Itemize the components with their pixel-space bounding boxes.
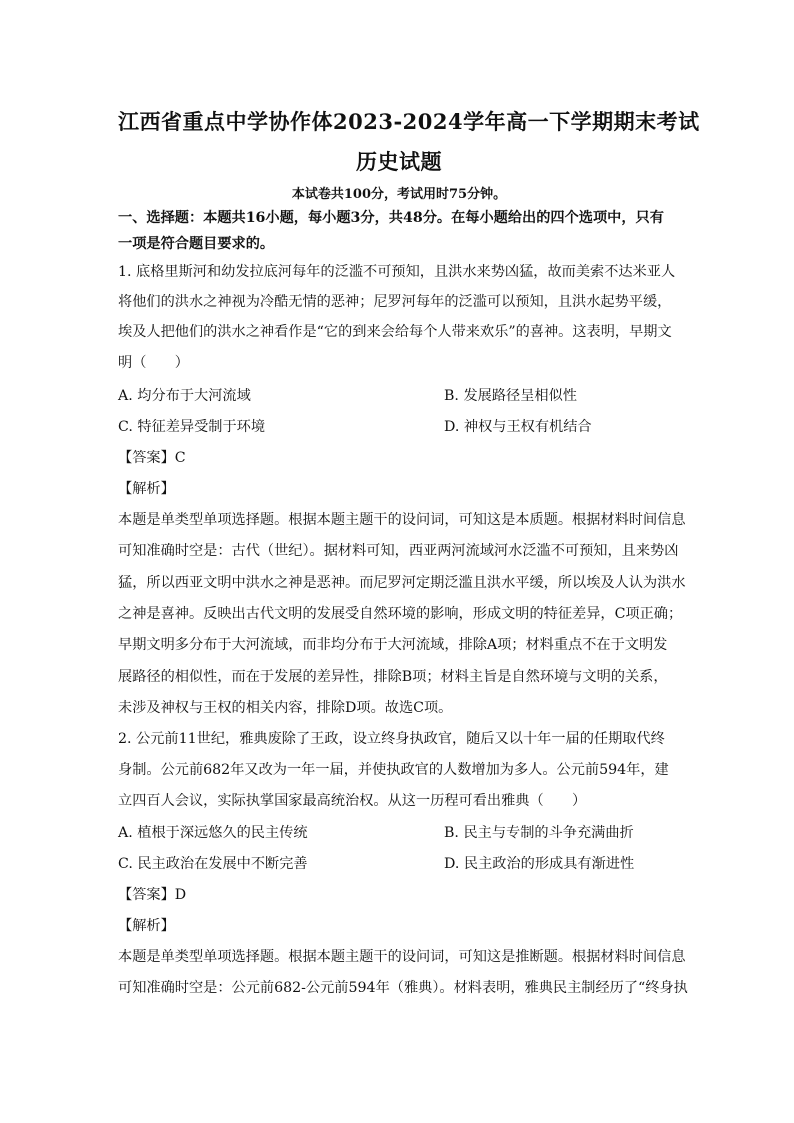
q1-stem-line: 埃及人把他们的洪水之神看作是“它的到来会给每个人带来欢乐”的喜神。这表明，早期文 [118,324,672,340]
exam-title: 江西省重点中学协作体2023-2024学年高一下学期期末考试 [118,109,700,134]
q2-option-a: A. 植根于深远悠久的民主传统 [118,825,308,841]
section-instruction-line-2: 一项是符合题目要求的。 [118,236,275,252]
q2-analysis-line: 可知准确时空是：公元前682-公元前594年（雅典）。材料表明，雅典民主制经历了“终身执 [118,980,688,996]
q2-option-c: C. 民主政治在发展中不断完善 [118,856,308,872]
q2-stem-line: 2. 公元前11世纪，雅典废除了王政，设立终身执政官，随后又以十年一届的任期取代终 [118,731,665,747]
q1-analysis-label: 【解析】 [118,481,175,497]
section-instruction-line-1: 一、选择题：本题共16小题，每小题3分，共48分。在每小题给出的四个选项中，只有 [118,210,664,226]
q1-option-b: B. 发展路径呈相似性 [444,388,577,404]
q1-analysis-line: 本题是单类型单项选择题。根据本题主题干的设问词，可知这是本质题。根据材料时间信息 [118,512,686,528]
q1-option-c: C. 特征差异受制于环境 [118,419,266,435]
q1-analysis-line: 早期文明多分布于大河流域，而非均分布于大河流域，排除A项；材料重点不在于文明发 [118,637,668,653]
q2-analysis-label: 【解析】 [118,918,175,934]
q2-answer: 【答案】D [118,887,187,903]
q2-analysis-line: 本题是单类型单项选择题。根据本题主题干的设问词，可知这是推断题。根据材料时间信息 [118,949,686,965]
q2-option-b: B. 民主与专制的斗争充满曲折 [444,825,634,841]
q1-stem-line: 1. 底格里斯河和幼发拉底河每年的泛滥不可预知，且洪水来势凶猛，故而美索不达米亚人 [118,264,676,280]
q1-option-a: A. 均分布于大河流域 [118,388,251,404]
q1-analysis-line: 猛，所以西亚文明中洪水之神是恶神。而尼罗河定期泛滥且洪水平缓，所以埃及人认为洪水 [118,575,686,591]
q2-stem-line: 立四百人会议，实际执掌国家最高统治权。从这一历程可看出雅典（ ） [118,793,587,809]
q1-answer: 【答案】C [118,450,186,466]
q2-stem-line: 身制。公元前682年又改为一年一届，并使执政官的人数增加为多人。公元前594年，建 [118,762,669,778]
q1-analysis-line: 未涉及神权与王权的相关内容，排除D项。故选C项。 [118,700,453,716]
exam-note: 本试卷共100分，考试用时75分钟。 [291,187,507,202]
q2-option-d: D. 民主政治的形成具有渐进性 [444,856,635,872]
q1-option-d: D. 神权与王权有机结合 [444,419,592,435]
q1-stem-line: 将他们的洪水之神视为冷酷无情的恶神；尼罗河每年的泛滥可以预知，且洪水起势平缓， [118,294,672,310]
exam-subject-title: 历史试题 [356,149,442,174]
q1-analysis-line: 可知准确时空是：古代（世纪）。据材料可知，西亚两河流域河水泛滥不可预知，且来势凶 [118,543,679,559]
q1-analysis-line: 展路径的相似性，而在于发展的差异性，排除B项；材料主旨是自然环境与文明的关系， [118,669,668,685]
q1-stem-line: 明（ ） [118,355,189,371]
q1-analysis-line: 之神是喜神。反映出古代文明的发展受自然环境的影响，形成文明的特征差异，C项正确； [118,606,683,622]
